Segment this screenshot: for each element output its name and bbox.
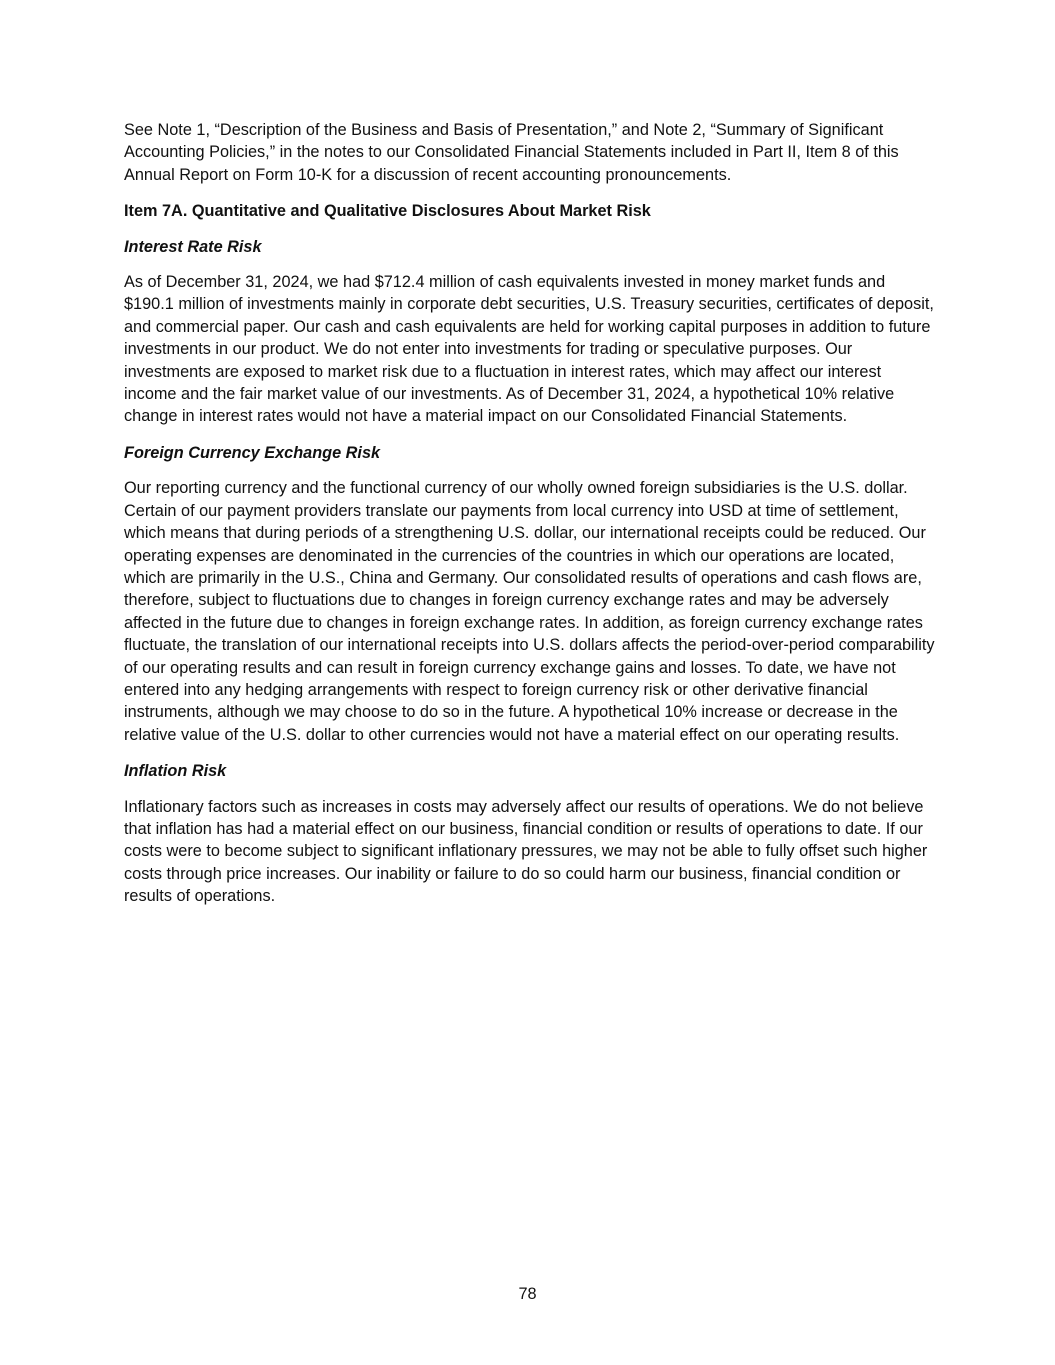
inflation-risk-heading: Inflation Risk [124, 762, 227, 781]
page-number: 78 [518, 1285, 537, 1303]
item-7a-heading: Item 7A. Quantitative and Qualitative Disclosures About Market Risk [124, 202, 651, 221]
intro-paragraph: See Note 1, “Description of the Business and Basis of Presentation,” and Note 2, “Summary of Significant Accounting Policies,” in the notes to our Consolidated Financial Statements included in Part II, Item 8 of this Annual Report on Form 10-K for a discussion of recent accounting pronouncements. [124, 121, 899, 184]
interest-rate-risk-paragraph: As of December 31, 2024, we had $712.4 million of cash equivalents invested in money market funds and $190.1 million of investments mainly in corporate debt securities, U.S. Treasury securities, certificates of deposit, and commercial paper. Our cash and cash equivalents are held for working capital purposes in addition to future investments in our product. We do not enter into investments for trading or speculative purposes. Our investments are exposed to market risk due to a fluctuation in interest rates, which may affect our interest income and the fair market value of our investments. As of December 31, 2024, a hypothetical 10% relative change in interest rates would not have a material impact on our Consolidated Financial Statements. [124, 273, 934, 426]
interest-rate-risk-heading: Interest Rate Risk [124, 237, 262, 256]
foreign-currency-risk-heading: Foreign Currency Exchange Risk [124, 443, 381, 462]
inflation-risk-paragraph: Inflationary factors such as increases in costs may adversely affect our results of operations. We do not believe that inflation has had a material effect on our business, financial condition or results of operations to date. If our costs were to become subject to significant inflationary pressures, we may not be able to fully offset such higher costs through price increases. Our inability or failure to do so could harm our business, financial condition or results of operations. [124, 797, 928, 906]
foreign-currency-risk-paragraph: Our reporting currency and the functional currency of our wholly owned foreign subsidiaries is the U.S. dollar. Certain of our payment providers translate our payments from local currency into USD at time of settlement, which means that during periods of a strengthening U.S. dollar, our international receipts could be reduced. Our operating expenses are denominated in the currencies of the countries in which our operations are located, which are primarily in the U.S., China and Germany. Our consolidated results of operations and cash flows are, therefore, subject to fluctuations due to changes in foreign currency exchange rates and may be adversely affected in the future due to changes in foreign exchange rates. In addition, as foreign currency exchange rates fluctuate, the translation of our international receipts into U.S. dollars affects the period-over-period comparability of our operating results and can result in foreign currency exchange gains and losses. To date, we have not entered into any hedging arrangements with respect to foreign currency risk or other derivative financial instruments, although we may choose to do so in the future. A hypothetical 10% increase or decrease in the relative value of the U.S. dollar to other currencies would not have a material effect on our operating results. [124, 479, 935, 744]
document-page [124, 119, 936, 922]
